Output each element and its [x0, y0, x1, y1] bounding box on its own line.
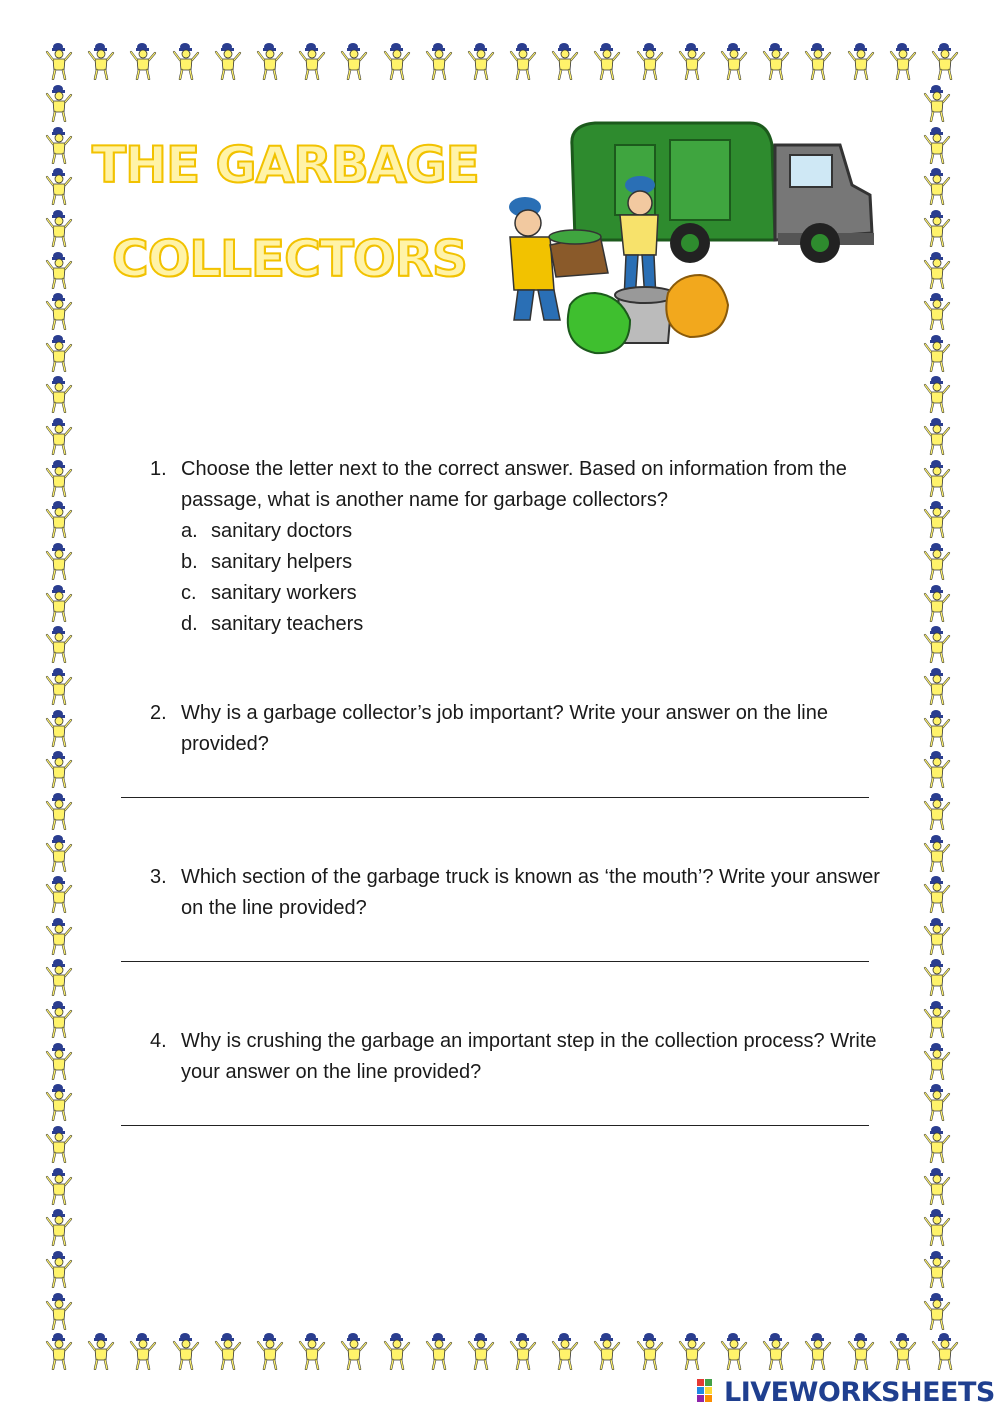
worker-figure-icon — [761, 40, 791, 80]
worker-figure-icon — [44, 290, 74, 330]
worker-figure-icon — [44, 332, 74, 372]
worker-figure-icon — [171, 1330, 201, 1370]
worker-figure-icon — [922, 415, 952, 455]
worker-figure-icon — [44, 1123, 74, 1163]
answer-line-3[interactable] — [121, 961, 869, 962]
question-number: 4. — [150, 1030, 167, 1052]
worker-figure-icon — [719, 40, 749, 80]
worker-figure-icon — [44, 1165, 74, 1205]
border-left — [44, 82, 80, 1330]
worker-figure-icon — [922, 290, 952, 330]
worker-figure-icon — [44, 373, 74, 413]
worker-figure-icon — [922, 623, 952, 663]
worker-figure-icon — [128, 1330, 158, 1370]
worker-figure-icon — [922, 1123, 952, 1163]
option-letter: c. — [181, 582, 197, 604]
worker-figure-icon — [213, 40, 243, 80]
worker-figure-icon — [44, 998, 74, 1038]
worker-figure-icon — [297, 1330, 327, 1370]
worker-figure-icon — [592, 40, 622, 80]
answer-line-2[interactable] — [121, 797, 869, 798]
worker-figure-icon — [44, 1040, 74, 1080]
question-1-options — [181, 516, 363, 640]
option-letter: a. — [181, 520, 198, 542]
worker-figure-icon — [466, 40, 496, 80]
worker-figure-icon — [44, 1248, 74, 1288]
worker-figure-icon — [922, 124, 952, 164]
worker-figure-icon — [888, 1330, 918, 1370]
worker-figure-icon — [44, 873, 74, 913]
worker-figure-icon — [922, 998, 952, 1038]
worker-figure-icon — [44, 415, 74, 455]
option-text: sanitary doctors — [211, 520, 353, 542]
worker-figure-icon — [888, 40, 918, 80]
worker-figure-icon — [128, 40, 158, 80]
worker-figure-icon — [761, 1330, 791, 1370]
worker-figure-icon — [592, 1330, 622, 1370]
worker-figure-icon — [930, 1330, 960, 1370]
worker-figure-icon — [44, 498, 74, 538]
worker-figure-icon — [922, 707, 952, 747]
option-d[interactable] — [181, 609, 363, 640]
worker-figure-icon — [44, 249, 74, 289]
worker-figure-icon — [846, 40, 876, 80]
worker-figure-icon — [44, 832, 74, 872]
worker-figure-icon — [930, 40, 960, 80]
worker-figure-icon — [922, 790, 952, 830]
worker-figure-icon — [922, 748, 952, 788]
worker-figure-icon — [922, 873, 952, 913]
title-line-1: THE GARBAGE — [92, 136, 479, 194]
worker-figure-icon — [44, 457, 74, 497]
option-text: sanitary workers — [211, 582, 357, 604]
worker-figure-icon — [846, 1330, 876, 1370]
worker-figure-icon — [44, 1206, 74, 1246]
worker-figure-icon — [44, 1290, 74, 1330]
worker-figure-icon — [922, 1165, 952, 1205]
question-3 — [150, 862, 890, 924]
option-letter: d. — [181, 613, 198, 635]
worker-figure-icon — [44, 540, 74, 580]
worker-figure-icon — [550, 1330, 580, 1370]
option-a[interactable] — [181, 516, 363, 547]
worker-figure-icon — [508, 1330, 538, 1370]
worker-figure-icon — [213, 1330, 243, 1370]
worker-figure-icon — [44, 748, 74, 788]
question-text: Why is crushing the garbage an important step in the collection process? Write your answer on the line provided? — [181, 1030, 877, 1083]
worker-figure-icon — [922, 207, 952, 247]
worker-figure-icon — [635, 1330, 665, 1370]
option-letter: b. — [181, 551, 198, 573]
question-2 — [150, 698, 890, 760]
worker-figure-icon — [44, 956, 74, 996]
question-number: 1. — [150, 458, 167, 480]
worker-figure-icon — [44, 165, 74, 205]
question-number: 2. — [150, 702, 167, 724]
worker-figure-icon — [803, 1330, 833, 1370]
title-line-2: COLLECTORS — [112, 230, 467, 288]
liveworksheets-logo[interactable] — [696, 1374, 995, 1410]
worker-figure-icon — [677, 40, 707, 80]
worker-figure-icon — [922, 582, 952, 622]
worker-figure-icon — [424, 1330, 454, 1370]
question-number: 3. — [150, 866, 167, 888]
worker-figure-icon — [635, 40, 665, 80]
worker-figure-icon — [44, 582, 74, 622]
liveworksheets-logo-text: LIVEWORKSHEETS — [724, 1376, 995, 1408]
worker-figure-icon — [922, 332, 952, 372]
worker-figure-icon — [719, 1330, 749, 1370]
worker-figure-icon — [922, 457, 952, 497]
worker-figure-icon — [922, 540, 952, 580]
option-text: sanitary helpers — [211, 551, 353, 573]
worker-figure-icon — [424, 40, 454, 80]
worker-figure-icon — [44, 707, 74, 747]
question-4 — [150, 1026, 890, 1088]
border-top — [44, 40, 960, 82]
border-bottom — [44, 1330, 960, 1372]
answer-line-4[interactable] — [121, 1125, 869, 1126]
worker-figure-icon — [44, 207, 74, 247]
worker-figure-icon — [44, 124, 74, 164]
worker-figure-icon — [677, 1330, 707, 1370]
question-text: Which section of the garbage truck is known as ‘the mouth’? Write your answer on the line provided? — [181, 866, 880, 919]
worker-figure-icon — [44, 665, 74, 705]
worker-figure-icon — [297, 40, 327, 80]
worker-figure-icon — [44, 1081, 74, 1121]
worker-figure-icon — [44, 790, 74, 830]
worker-figure-icon — [382, 1330, 412, 1370]
worker-figure-icon — [922, 1290, 952, 1330]
liveworksheets-logo-icon — [696, 1377, 722, 1407]
worker-figure-icon — [922, 1248, 952, 1288]
worker-figure-icon — [44, 915, 74, 955]
option-c[interactable] — [181, 578, 363, 609]
worker-figure-icon — [86, 40, 116, 80]
option-text: sanitary teachers — [211, 613, 364, 635]
worker-figure-icon — [171, 40, 201, 80]
question-1 — [150, 454, 890, 516]
worker-figure-icon — [255, 1330, 285, 1370]
worker-figure-icon — [86, 1330, 116, 1370]
worker-figure-icon — [922, 498, 952, 538]
worker-figure-icon — [255, 40, 285, 80]
worker-figure-icon — [922, 82, 952, 122]
question-text: Why is a garbage collector’s job important? Write your answer on the line provided? — [181, 702, 828, 755]
option-b[interactable] — [181, 547, 363, 578]
question-text: Choose the letter next to the correct answer. Based on information from the passage, what is another name for garbage collectors? — [181, 458, 847, 511]
worker-figure-icon — [922, 165, 952, 205]
worker-figure-icon — [466, 1330, 496, 1370]
worker-figure-icon — [922, 665, 952, 705]
worker-figure-icon — [922, 1040, 952, 1080]
worker-figure-icon — [44, 1330, 74, 1370]
worker-figure-icon — [550, 40, 580, 80]
worker-figure-icon — [44, 40, 74, 80]
worker-figure-icon — [922, 1206, 952, 1246]
border-right — [922, 82, 958, 1330]
worker-figure-icon — [44, 623, 74, 663]
worker-figure-icon — [339, 1330, 369, 1370]
worker-figure-icon — [508, 40, 538, 80]
worker-figure-icon — [922, 915, 952, 955]
worker-figure-icon — [922, 1081, 952, 1121]
worker-figure-icon — [922, 832, 952, 872]
worker-figure-icon — [922, 249, 952, 289]
garbage-truck-with-workers-icon — [500, 115, 880, 360]
worker-figure-icon — [339, 40, 369, 80]
worker-figure-icon — [382, 40, 412, 80]
worker-figure-icon — [922, 373, 952, 413]
worker-figure-icon — [44, 82, 74, 122]
worker-figure-icon — [922, 956, 952, 996]
worker-figure-icon — [803, 40, 833, 80]
